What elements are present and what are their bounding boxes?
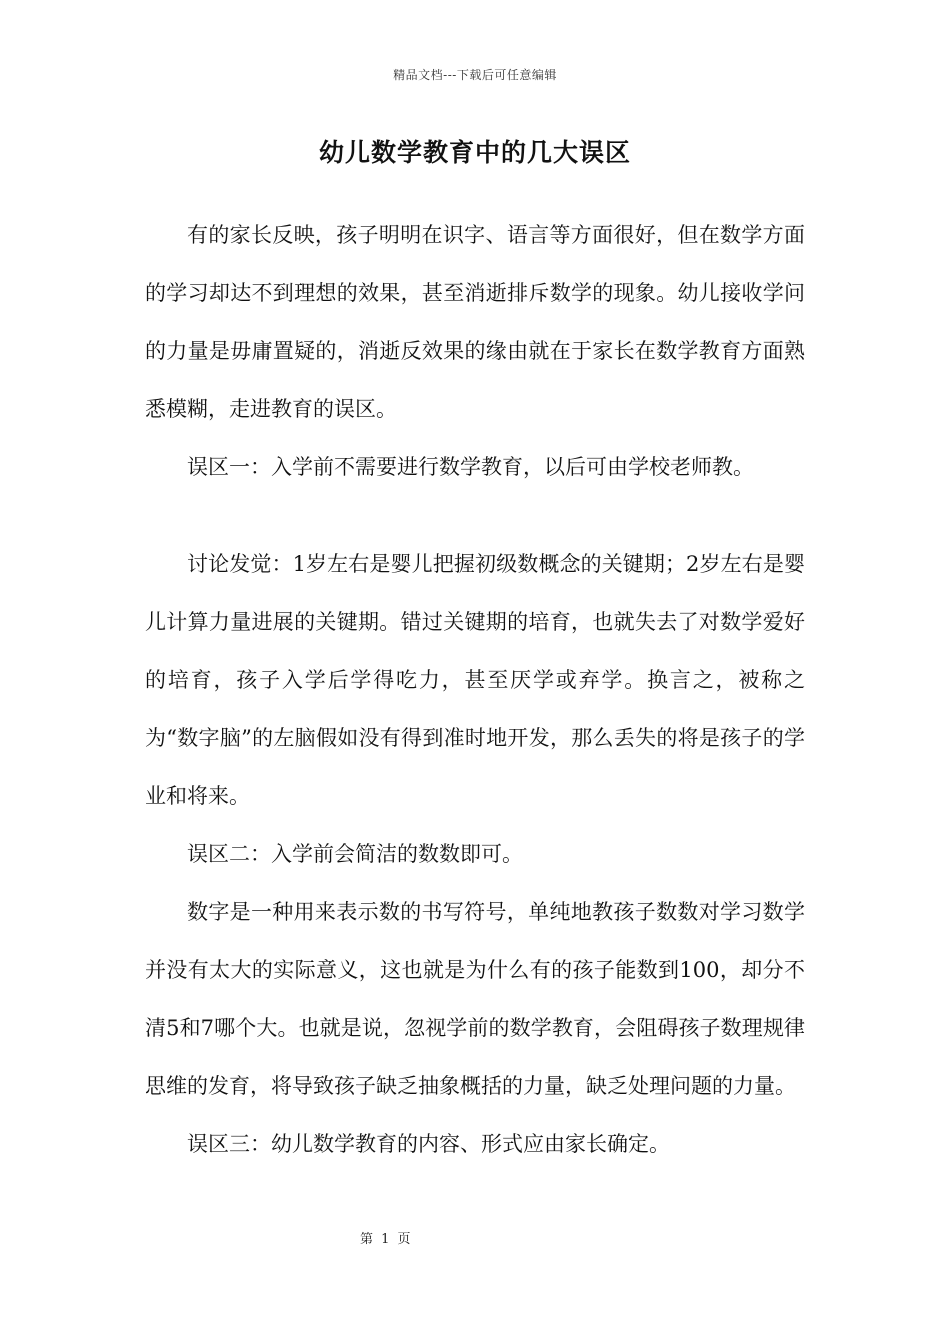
- document-title: 幼儿数学教育中的几大误区: [318, 138, 631, 167]
- paragraph-myth-1-heading: 误区一：入学前不需要进行数学教育，以后可由学校老师教。: [187, 455, 754, 479]
- document-body-part-2: [145, 535, 805, 1173]
- paragraph-myth-1-body: 讨论发觉：1岁左右是婴儿把握初级数概念的关键期；2岁左右是婴儿计算力量进展的关键期。错过关键期的培育，也就失去了对数学爱好的培育，孩子入学后学得吃力，甚至厌学或弃学。换言之，被称之为“数字脑”的左脑假如没有得到准时地开发，那么丢失的将是孩子的学业和将来。: [145, 552, 805, 808]
- document-body-part-1: [145, 206, 805, 496]
- paragraph-myth-3-heading: 误区三：幼儿数学教育的内容、形式应由家长确定。: [187, 1132, 670, 1156]
- page-number: 第 1 页: [360, 1232, 413, 1247]
- paragraph-myth-2-body: 数字是一种用来表示数的书写符号，单纯地教孩子数数对学习数学并没有太大的实际意义，这也就是为什么有的孩子能数到100，却分不清5和7哪个大。也就是说，忽视学前的数学教育，会阻碍孩子数理规律思维的发育，将导致孩子缺乏抽象概括的力量，缺乏处理问题的力量。: [145, 900, 805, 1098]
- paragraph-intro: 有的家长反映，孩子明明在识字、语言等方面很好，但在数学方面的学习却达不到理想的效果，甚至消逝排斥数学的现象。幼儿接收学问的力量是毋庸置疑的，消逝反效果的缘由就在于家长在数学教育方面熟悉模糊，走进教育的误区。: [145, 223, 805, 421]
- paragraph-myth-2-heading: 误区二：入学前会简洁的数数即可。: [187, 842, 523, 866]
- page-header: 精品文档---下载后可任意编辑: [393, 68, 557, 82]
